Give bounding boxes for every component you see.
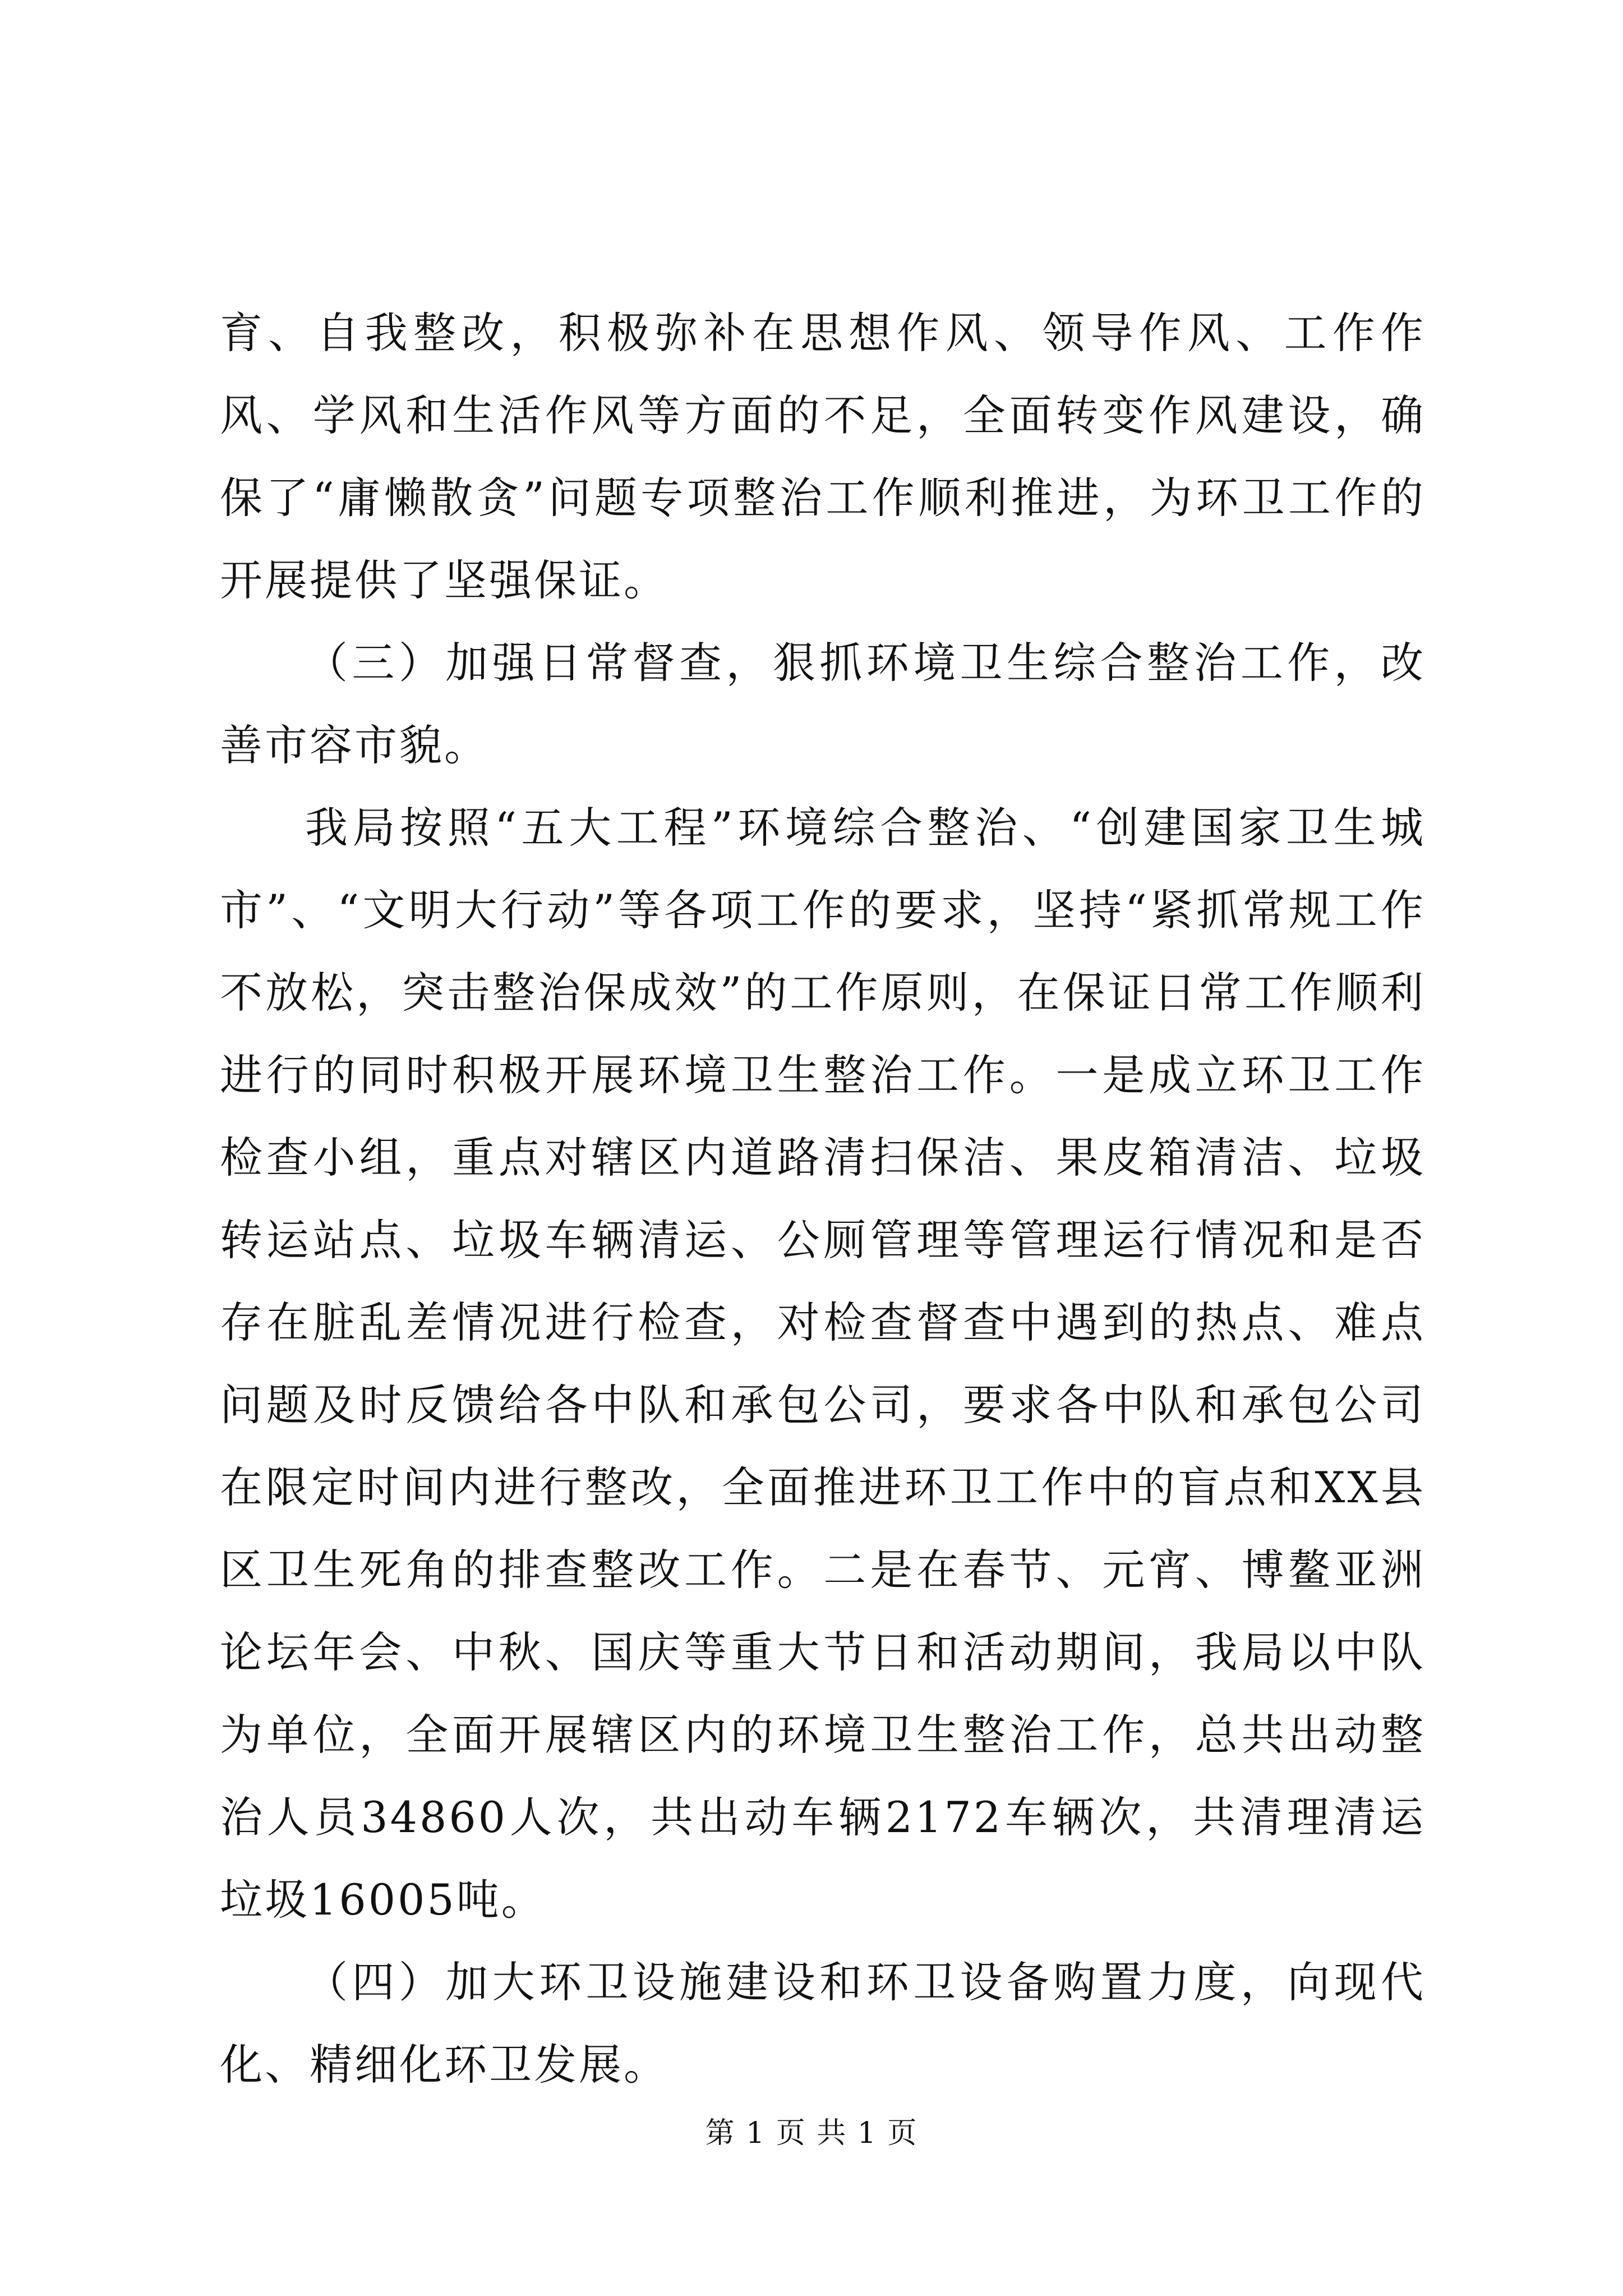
paragraph-sanitation-work: 我局按照“五大工程”环境综合整治、“创建国家卫生城市”、“文明大行动”等各项工作的要求，坚持“紧抓常规工作不放松，突击整治保成效”的工作原则，在保证日常工作顺利进行的同时积极开展环境卫生整治工作。一是成立环卫工作检查小组，重点对辖区内道路清扫保洁、果皮箱清洁、垃圾转运站点、垃圾车辆清运、公厕管理等管理运行情况和是否存在脏乱差情况进行检查，对检查督查中遇到的热点、难点问题及时反馈给各中队和承包公司，要求各中队和承包公司在限定时间内进行整改，全面推进环卫工作中的盲点和XX县区卫生死角的排查整改工作。二是在春节、元宵、博鳌亚洲论坛年会、中秋、国庆等重大节日和活动期间，我局以中队为单位，全面开展辖区内的环境卫生整治工作，总共出动整治人员34860人次，共出动车辆2172车辆次，共清理清运垃圾16005吨。	[220, 803, 1426, 1925]
section-heading-3: （三）加强日常督查，狠抓环境卫生综合整治工作，改善市容市貌。	[220, 638, 1426, 770]
paragraph-continuation: 育、自我整改，积极弥补在思想作风、领导作风、工作作风、学风和生活作风等方面的不足，全面转变作风建设，确保了“庸懒散贪”问题专项整治工作顺利推进，为环卫工作的开展提供了坚强保证。	[220, 308, 1426, 605]
document-body	[220, 292, 1426, 2106]
page-number-footer: 第 1 页 共 1 页	[705, 2116, 918, 2150]
section-heading-4: （四）加大环卫设施建设和环卫设备购置力度，向现代化、精细化环卫发展。	[220, 1957, 1426, 2090]
